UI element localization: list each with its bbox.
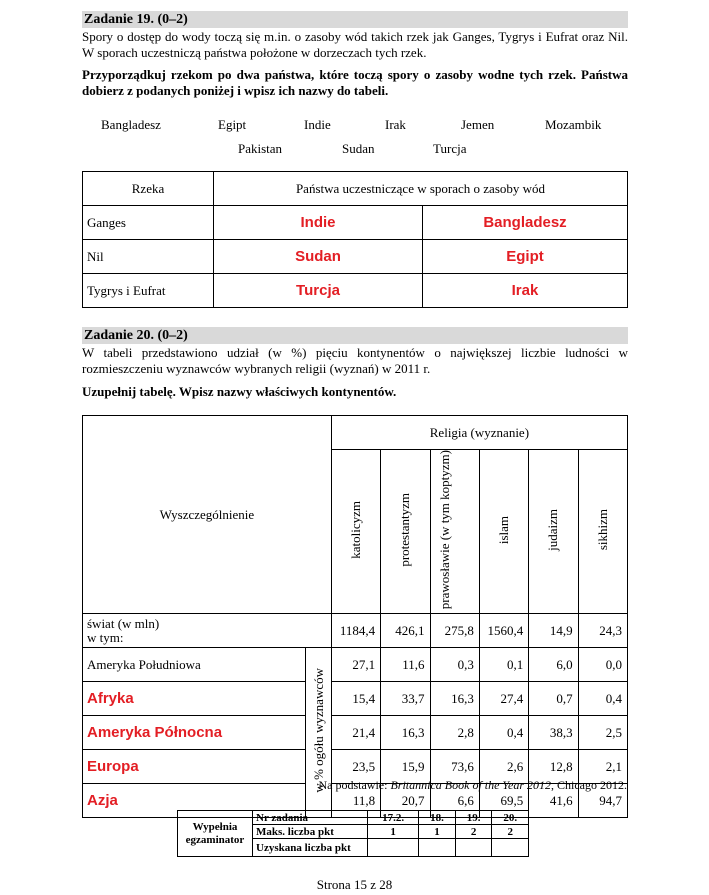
option: Indie [304, 117, 331, 132]
world-value: 24,3 [578, 614, 627, 648]
percent-label: w % ogółu wyznawców [310, 668, 326, 793]
source-suffix: , Chicago 2012. [551, 778, 627, 792]
religion-col [479, 450, 528, 614]
col-header-river: Rzeka [83, 172, 214, 206]
value-cell: 16,3 [430, 682, 479, 716]
score-input[interactable] [492, 839, 529, 857]
row-label: Maks. liczba pkt [253, 825, 368, 839]
value-cell: 33,7 [381, 682, 430, 716]
value-cell: 11,6 [381, 648, 430, 682]
page-footer: Strona 15 z 28 [316, 877, 393, 892]
answer-cell[interactable] [423, 274, 628, 308]
answer-text: Afryka [87, 690, 134, 708]
value-cell: 0,4 [479, 716, 528, 750]
scoring-table [177, 810, 529, 857]
task20-text: W tabeli przedstawiono udział (w %) pięciu kontynentów o największej liczbie ludności w rozmieszczeniu wyznawców wybranych religii (wyznań) w 2011 r. [82, 345, 628, 376]
value-cell: 73,6 [430, 750, 479, 784]
option: Irak [385, 117, 406, 132]
task-number: 19. [455, 811, 492, 825]
task20-instruction: Uzupełnij tabelę. Wpisz nazwy właściwych kontynentów. [82, 384, 397, 399]
religion-col [381, 450, 430, 614]
option: Mozambik [545, 117, 602, 132]
task20-header: Zadanie 20. (0–2) [82, 327, 628, 344]
task-number: 18. [419, 811, 456, 825]
value-cell: 38,3 [529, 716, 578, 750]
answer-text: Turcja [296, 282, 340, 299]
value-cell: 0,3 [430, 648, 479, 682]
scoring-label-line: egzaminator [185, 833, 245, 846]
option: Egipt [218, 117, 247, 132]
answer-cell[interactable] [83, 750, 306, 784]
max-points: 2 [492, 825, 529, 839]
source-title: Britannica Book of the Year 2012 [390, 778, 551, 792]
answer-text: Egipt [506, 248, 544, 265]
river-name: Ganges [83, 206, 214, 240]
answer-text: Europa [87, 758, 139, 776]
option: Bangladesz [101, 117, 161, 132]
value-cell: 69,5 [479, 784, 528, 818]
value-cell: 12,8 [529, 750, 578, 784]
task19-table [82, 171, 628, 308]
world-value: 1560,4 [479, 614, 528, 648]
river-name: Nil [83, 240, 214, 274]
value-cell: 23,5 [331, 750, 380, 784]
scoring-label-line: Wypełnia [192, 820, 238, 833]
answer-cell[interactable] [214, 274, 423, 308]
row-label: Nr zadania [253, 811, 368, 825]
value-cell: 0,1 [479, 648, 528, 682]
table-row [83, 682, 628, 716]
value-cell: 6,0 [529, 648, 578, 682]
answer-text: Indie [300, 214, 336, 231]
task19-header: Zadanie 19. (0–2) [82, 11, 628, 28]
max-points: 1 [419, 825, 456, 839]
value-cell: 27,4 [479, 682, 528, 716]
source-note [318, 778, 627, 793]
value-cell: 20,7 [381, 784, 430, 818]
religion-label: judaizm [545, 508, 561, 551]
value-cell: 2,8 [430, 716, 479, 750]
religion-col [331, 450, 380, 614]
task-number: 20. [492, 811, 529, 825]
value-cell: 0,4 [578, 682, 627, 716]
row-label: Uzyskana liczba pkt [253, 839, 368, 857]
religion-col [578, 450, 627, 614]
value-cell: 15,9 [381, 750, 430, 784]
value-cell: 2,5 [578, 716, 627, 750]
answer-text: Azja [87, 792, 118, 810]
value-cell: 2,1 [578, 750, 627, 784]
score-input[interactable] [419, 839, 456, 857]
task19-instruction: Przyporządkuj rzekom po dwa państwa, które toczą spory o zasoby wodne tych rzek. Państwa dobierz z podanych poniżej i wpisz ich nazwy do tabeli. [82, 67, 628, 98]
score-input[interactable] [455, 839, 492, 857]
answer-cell[interactable] [423, 206, 628, 240]
value-cell: 41,6 [529, 784, 578, 818]
religion-col [430, 450, 479, 614]
spec-header: Wyszczególnienie [83, 416, 332, 614]
source-prefix: Na podstawie: [318, 778, 391, 792]
scoring-label [178, 811, 253, 857]
task20-table [82, 415, 628, 818]
value-cell: 0,0 [578, 648, 627, 682]
max-points: 2 [455, 825, 492, 839]
value-cell: 0,7 [529, 682, 578, 716]
col-header-states: Państwa uczestniczące w sporach o zasoby wód [214, 172, 628, 206]
value-cell: 27,1 [331, 648, 380, 682]
value-cell: 94,7 [578, 784, 627, 818]
world-label-line: w tym: [87, 629, 124, 645]
answer-cell[interactable] [83, 682, 306, 716]
option: Jemen [461, 117, 495, 132]
value-cell: 16,3 [381, 716, 430, 750]
score-input[interactable] [368, 839, 419, 857]
religion-label: protestantyzm [397, 492, 413, 567]
task19-text: Spory o dostęp do wody toczą się m.in. o zasoby wód takich rzek jak Ganges, Tygrys i Eufrat oraz Nil. W sporach uczestniczą państwa położone w dorzeczach tych rzek. [82, 29, 628, 60]
option: Sudan [342, 141, 375, 156]
continent-name: Ameryka Południowa [83, 648, 306, 682]
value-cell: 11,8 [331, 784, 380, 818]
religion-label: islam [496, 515, 512, 544]
world-value: 426,1 [381, 614, 430, 648]
answer-text: Ameryka Północna [87, 724, 223, 742]
religion-label: sikhizm [594, 509, 610, 551]
table-row [83, 648, 628, 682]
answer-cell[interactable] [423, 240, 628, 274]
table-row [83, 716, 628, 750]
religion-label: katolicyzm [347, 500, 363, 559]
religion-col [529, 450, 578, 614]
max-points: 1 [368, 825, 419, 839]
value-cell: 15,4 [331, 682, 380, 716]
answer-text: Bangladesz [483, 214, 567, 231]
task-number: 17.2. [368, 811, 419, 825]
river-name: Tygrys i Eufrat [83, 274, 214, 308]
world-value: 14,9 [529, 614, 578, 648]
world-label-line: świat (w mln) [87, 615, 160, 631]
answer-cell[interactable] [214, 240, 423, 274]
value-cell: 21,4 [331, 716, 380, 750]
option: Pakistan [238, 141, 283, 156]
religion-header: Religia (wyznanie) [331, 416, 627, 450]
option: Turcja [433, 141, 467, 156]
answer-text: Irak [511, 282, 539, 299]
world-label [83, 614, 332, 648]
world-value: 1184,4 [331, 614, 380, 648]
value-cell: 2,6 [479, 750, 528, 784]
answer-cell[interactable] [83, 716, 306, 750]
answer-cell[interactable] [214, 206, 423, 240]
world-value: 275,8 [430, 614, 479, 648]
answer-text: Sudan [295, 248, 341, 265]
value-cell: 6,6 [430, 784, 479, 818]
religion-label: prawosławie (w tym koptyzm) [436, 450, 452, 610]
